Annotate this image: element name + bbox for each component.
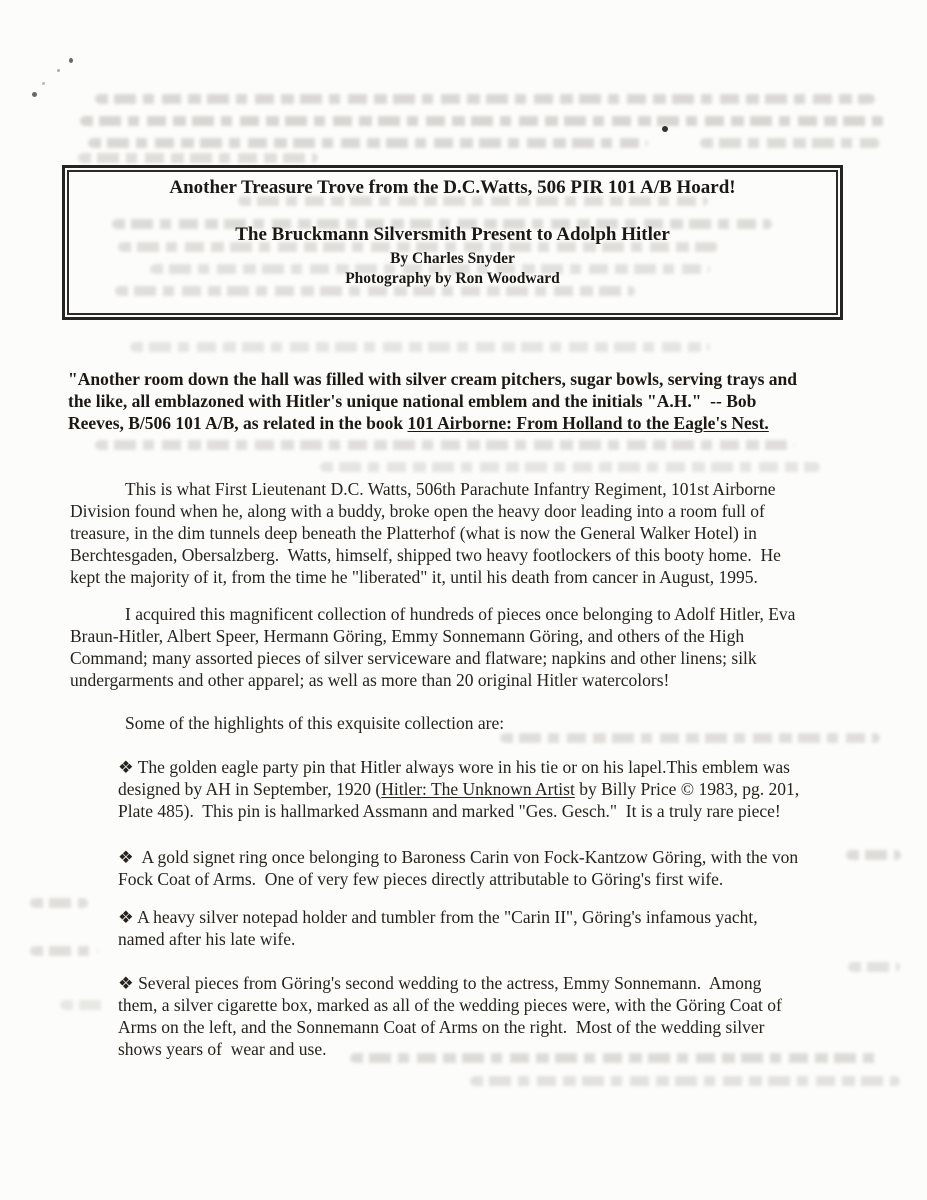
- scan-speck: [69, 58, 73, 63]
- bleed-through-text: [470, 1076, 900, 1086]
- document-title: Another Treasure Trove from the D.C.Watts, 506 PIR 101 A/B Hoard!: [169, 177, 736, 198]
- text-line: Berchtesgaden, Obersalzberg. Watts, himself, shipped two heavy footlockers of this booty home. He: [70, 545, 781, 565]
- scan-speck: [57, 69, 60, 72]
- text-line: named after his late wife.: [118, 929, 296, 949]
- bleed-through-text: [80, 116, 885, 126]
- document-subtitle: The Bruckmann Silversmith Present to Adolph Hitler: [235, 224, 670, 245]
- text-line: "Another room down the hall was filled with silver cream pitchers, sugar bowls, serving trays and: [68, 369, 798, 389]
- text-line: the like, all emblazoned with Hitler's unique national emblem and the initials "A.H." -- Bob: [68, 391, 757, 411]
- scan-speck: [42, 82, 45, 85]
- bullet-eagle-pin: [118, 756, 890, 822]
- bleed-through-text: [700, 138, 880, 148]
- text-line: ❖ The golden eagle party pin that Hitler always wore in his tie or on his lapel.This emblem was: [118, 757, 790, 777]
- text-line: Braun-Hitler, Albert Speer, Hermann Göring, Emmy Sonnemann Göring, and others of the High: [70, 626, 745, 646]
- text-line: kept the majority of it, from the time he "liberated" it, until his death from cancer in August, 1995.: [70, 567, 758, 587]
- text-line: treasure, in the dim tunnels deep beneath the Platterhof (what is now the General Walker Hotel) in: [70, 523, 757, 543]
- underlined-book-title: Hitler: The Unknown Artist: [381, 779, 575, 799]
- text-line: ❖ Several pieces from Göring's second wedding to the actress, Emmy Sonnemann. Among: [118, 973, 762, 993]
- byline: By Charles Snyder: [390, 250, 515, 267]
- bleed-through-text: [78, 153, 318, 163]
- text-line: Division found when he, along with a buddy, broke open the heavy door leading into a room full of: [70, 501, 765, 521]
- bullet-wedding-pieces: [118, 972, 890, 1060]
- text-line: ❖ A gold signet ring once belonging to Baroness Carin von Fock-Kantzow Göring, with the von: [118, 847, 799, 867]
- text-line: This is what First Lieutenant D.C. Watts, 506th Parachute Infantry Regiment, 101st Airborne: [125, 479, 776, 499]
- text-line: Arms on the left, and the Sonnemann Coat of Arms on the right. Most of the wedding silver: [118, 1017, 765, 1037]
- watts-discovery-paragraph: [70, 478, 890, 588]
- text-line: undergarments and other apparel; as well as more than 20 original Hitler watercolors!: [70, 670, 670, 690]
- collection-paragraph: [70, 603, 890, 691]
- text-line: Command; many assorted pieces of silver serviceware and flatware; napkins and other linens; silk: [70, 648, 757, 668]
- bleed-through-text: [88, 138, 648, 148]
- ink-dot: [662, 126, 668, 132]
- underlined-book-title: 101 Airborne: From Holland to the Eagle's Nest.: [407, 413, 769, 433]
- opening-quote: [68, 368, 890, 434]
- bullet-notepad-tumbler: [118, 906, 890, 950]
- text-line: designed by AH in September, 1920 (Hitler: The Unknown Artist by Billy Price © 1983, pg. 201,: [118, 779, 800, 799]
- bleed-through-text: [95, 94, 875, 104]
- header-box: [62, 165, 843, 320]
- highlights-leadin: [70, 712, 890, 734]
- text-line: Reeves, B/506 101 A/B, as related in the book 101 Airborne: From Holland to the Eagle's Nest.: [68, 413, 769, 433]
- text-line: Plate 485). This pin is hallmarked Assmann and marked "Ges. Gesch." It is a truly rare piece!: [118, 801, 781, 821]
- photo-credit: Photography by Ron Woodward: [345, 270, 560, 287]
- bullet-signet-ring: [118, 846, 890, 890]
- text-line: Fock Coat of Arms. One of very few pieces directly attributable to Göring's first wife.: [118, 869, 724, 889]
- text-line: I acquired this magnificent collection of hundreds of pieces once belonging to Adolf Hitler, Eva: [125, 604, 796, 624]
- text-line: Some of the highlights of this exquisite collection are:: [125, 713, 505, 733]
- paragraphs: [0, 368, 927, 1060]
- bleed-through-text: [130, 342, 710, 352]
- text-line: ❖ A heavy silver notepad holder and tumbler from the "Carin II", Göring's infamous yacht,: [118, 907, 758, 927]
- text-line: shows years of wear and use.: [118, 1039, 327, 1059]
- scan-speck: [32, 92, 37, 97]
- text-line: them, a silver cigarette box, marked as all of the wedding pieces were, with the Göring Coat of: [118, 995, 782, 1015]
